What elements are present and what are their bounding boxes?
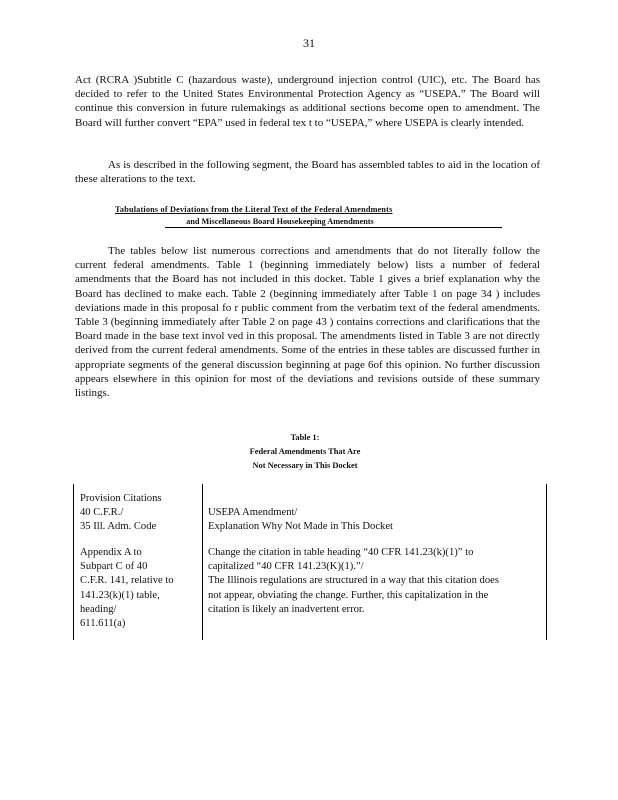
row-left-line: C.F.R. 141, relative to <box>80 575 174 587</box>
table-title-line1: Table 1: <box>290 433 320 442</box>
row-provision-cell <box>74 540 203 640</box>
row-left-line: Appendix A to <box>80 547 142 558</box>
table-title-line2: Federal Amendments That Are <box>249 447 361 456</box>
section-heading-line2: and Miscellaneous Board Housekeeping Amendments <box>186 217 374 226</box>
row-right-line: capitalized “40 CFR 141.23(K)(1).”/ <box>208 561 364 573</box>
table-row <box>74 540 547 640</box>
row-right-line: The Illinois regulations are structured in a way that this citation does <box>208 575 499 587</box>
header-left-line: Provision Citations <box>80 493 162 504</box>
row-left-line: Subpart C of 40 <box>80 561 148 573</box>
row-right-line: Change the citation in table heading “40 CFR 141.23(k)(1)” to <box>208 547 474 558</box>
header-provision-citations <box>74 484 203 540</box>
table-header-row <box>74 484 547 540</box>
table-title <box>220 431 390 473</box>
paragraph-table-descriptions: The tables below list numerous corrections and amendments that do not literally follow the current federal amendments. Table 1 (beginning immediately below) lists a number of federal amendments that the Board has not included in this docket. Table 1 gives a brief explanation why the Board has declined to make each. Table 2 (beginning immediately after Table 1 on page 34 ) includes deviations made in this proposal fo r public comment from the verbatim text of the federal amendments. Table 3 (beginning immediately after Table 2 on page 43 ) contains corrections and clarifications that the Board made in the base text invol ved in this proposal. The amendments listed in Table 3 are not directly derived from the current federal amendments. Some of the entries in these tables are discussed further in appropriate segments of the general discussion beginning at page 6of this opinion. No further discussion appears elsewhere in this opinion for most of the deviations and revisions outside of these summary listings. <box>75 245 540 400</box>
section-heading-line1: Tabulations of Deviations from the Literal Text of the Federal Amendments <box>115 205 393 214</box>
paragraph-tables-intro: As is described in the following segment, the Board has assembled tables to aid in the location of these alterations to the text. <box>75 159 540 186</box>
header-left-line: 40 C.F.R./ <box>80 507 124 519</box>
header-right-line: Explanation Why Not Made in This Docket <box>208 521 393 533</box>
row-left-line: 141.23(k)(1) table, <box>80 589 160 601</box>
row-left-line: heading/ <box>80 603 117 615</box>
row-right-line: not appear, obviating the change. Further, this capitalization in the <box>208 589 489 601</box>
deviations-table <box>73 484 547 640</box>
header-amendment-explanation <box>203 484 547 540</box>
section-heading <box>115 204 505 228</box>
page-number: 31 <box>303 36 315 50</box>
header-right-line: USEPA Amendment/ <box>208 507 298 518</box>
header-left-line: 35 Ill. Adm. Code <box>80 521 157 533</box>
row-explanation-cell <box>203 540 547 640</box>
paragraph-usepa-conversion: Act (RCRA )Subtitle C (hazardous waste), underground injection control (UIC), etc. The Board has decided to refer to the United States Environmental Protection Agency as “USEPA.” The Board will continue this conversion in future rulemakings as additional sections become open to amendment. The Board will further convert “EPA” used in federal tex t to “USEPA,” where USEPA is clearly intended. <box>75 74 540 129</box>
row-right-line: citation is likely an inadvertent error. <box>208 603 365 615</box>
table-title-line3: Not Necessary in This Docket <box>252 461 358 470</box>
row-left-line: 611.611(a) <box>80 618 126 630</box>
heading-rule <box>165 227 502 228</box>
